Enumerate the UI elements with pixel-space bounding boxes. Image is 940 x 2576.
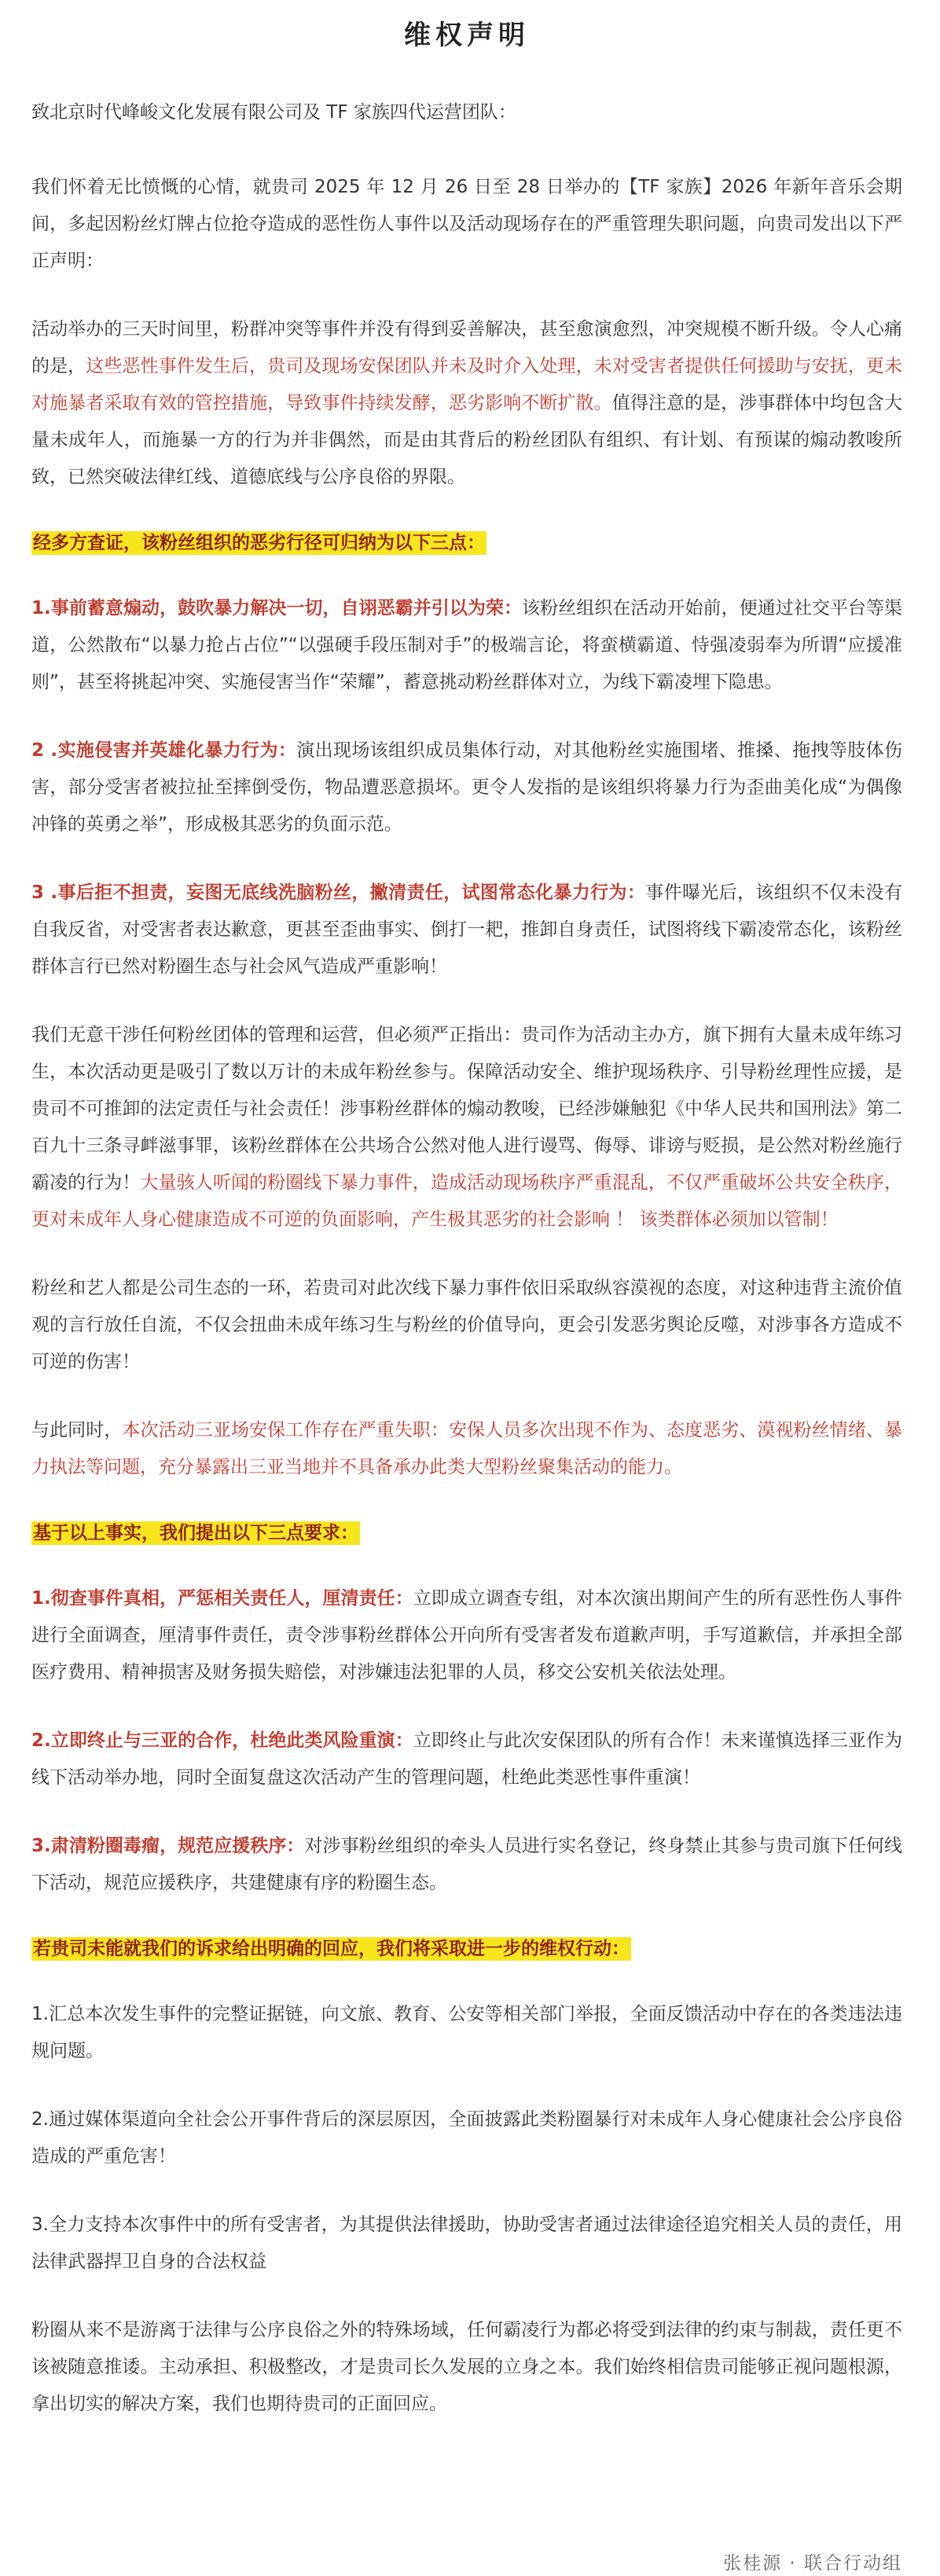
demand-text: 对涉事粉丝组织的牵头人员进行实名登记，终身禁止其参与贵司旗下任何线下活动，规范应援秩序，共建健康有序的粉圈生态。 bbox=[31, 1836, 903, 1893]
background-text: 活动举办的三天时间里，粉群冲突等事件并没有得到妥善解决，甚至愈演愈烈，冲突规模不断升级。令人心痛的是， bbox=[31, 319, 902, 376]
finding-label: 1.事前蓄意煽动，鼓吹暴力解决一切，自诩恶霸并引以为荣： bbox=[31, 598, 523, 618]
demands-heading-wrap bbox=[31, 1517, 902, 1549]
addressee-line: 致北京时代峰峻文化发展有限公司及 TF 家族四代运营团队： bbox=[31, 102, 516, 123]
document-title: 维权声明 bbox=[404, 20, 530, 51]
finding-item-1 bbox=[31, 590, 902, 701]
closing-paragraph: 粉圈从来不是游离于法律与公序良俗之外的特殊场域，任何霸凌行为都必将受到法律的约束与制裁，责任更不该被随意推诿。主动承担、积极整改，才是贵司长久发展的立身之本。我们始终相信贵司能够正视问题根源，拿出切实的解决方案，我们也期待贵司的正面回应。 bbox=[31, 2320, 902, 2414]
finding-item-2 bbox=[31, 732, 902, 843]
intro-paragraph: 我们怀着无比愤慨的心情，就贵司 2025 年 12 月 26 日至 28 日举办的【TF 家族】2026 年新年音乐会期间，多起因粉丝灯牌占位抢夺造成的恶性伤人事件以及活动现场存在的严重管理失职问题，向贵司发出以下严正声明： bbox=[31, 177, 902, 271]
security-text: 与此同时， bbox=[31, 1420, 123, 1440]
action-item-3: 3.全力支持本次事件中的所有受害者，为其提供法律援助，协助受害者通过法律途径追究相关人员的责任，用法律武器捍卫自身的合法权益 bbox=[31, 2215, 902, 2272]
ecosystem-paragraph: 粉丝和艺人都是公司生态的一环，若贵司对此次线下暴力事件依旧采取纵容漠视的态度，对这种违背主流价值观的言行放任自流，不仅会扭曲未成年练习生与粉丝的价值导向，更会引发恶劣舆论反噬，对涉事各方造成不可逆的伤害！ bbox=[31, 1278, 902, 1372]
demand-label: 1.彻查事件真相，严惩相关责任人，厘清责任： bbox=[31, 1588, 413, 1609]
finding-text: 演出现场该组织成员集体行动，对其他粉丝实施围堵、推搡、拖拽等肢体伤害，部分受害者被拉扯至摔倒受伤，物品遭恶意损坏。更令人发指的是该组织将暴力行为歪曲美化成“为偶像冲锋的英勇之举”，形成极其恶劣的负面示范。 bbox=[31, 740, 903, 835]
finding-text: 该粉丝组织在活动开始前，便通过社交平台等渠道，公然散布“以暴力抢占占位”“以强硬手段压制对手”的极端言论，将蛮横霸道、恃强凌弱奉为所谓“应援准则”，甚至将挑起冲突、实施侵害当作“荣耀”，蓄意挑动粉丝群体对立，为线下霸凌埋下隐患。 bbox=[31, 598, 903, 692]
background-text-end: 值得注意的是，涉事群体中均包含大量未成年人，而施暴一方的行为并非偶然，而是由其背后的粉丝团队有组织、有计划、有预谋的煽动教唆所致，已然突破法律红线、道德底线与公序良俗的界限。 bbox=[31, 393, 903, 487]
responsibility-paragraph bbox=[31, 1017, 902, 1238]
demand-item-2 bbox=[31, 1723, 902, 1796]
finding-label: 3 .事后拒不担责，妄图无底线洗脑粉丝，撇清责任，试图常态化暴力行为： bbox=[31, 883, 646, 903]
security-red-text: 本次活动三亚场安保工作存在严重失职：安保人员多次出现不作为、态度恶劣、漠视粉丝情绪、暴力执法等问题，充分暴露出三亚当地并不具备承办此类大型粉丝聚集活动的能力。 bbox=[31, 1420, 903, 1477]
actions-heading-wrap bbox=[31, 1933, 902, 1965]
finding-item-3 bbox=[31, 875, 902, 985]
action-item-2: 2.通过媒体渠道向全社会公开事件背后的深层原因，全面披露此类粉圈暴行对未成年人身心健康社会公序良俗造成的严重危害！ bbox=[31, 2109, 902, 2167]
demand-item-1 bbox=[31, 1580, 902, 1691]
demands-heading: 基于以上事实，我们提出以下三点要求： bbox=[33, 1523, 358, 1543]
actions-heading: 若贵司未能就我们的诉求给出明确的回应，我们将采取进一步的维权行动： bbox=[33, 1939, 630, 1959]
background-paragraph bbox=[31, 311, 902, 496]
action-item-1: 1.汇总本次发生事件的完整证据链，向文旅、教育、公安等相关部门举报，全面反馈活动中存在的各类违法违规问题。 bbox=[31, 2004, 902, 2061]
responsibility-red-text: 大量骇人听闻的粉圈线下暴力事件，造成活动现场秩序严重混乱，不仅严重破坏公共安全秩序，更对未成年人身心健康造成不可逆的负面影响，产生极其恶劣的社会影响 ！ 该类群体必须加以管制！ bbox=[31, 1172, 903, 1230]
demand-item-3 bbox=[31, 1828, 902, 1902]
demand-label: 3.肃清粉圈毒瘤，规范应援秩序： bbox=[31, 1836, 305, 1856]
findings-heading: 经多方查证，该粉丝组织的恶劣行径可归纳为以下三点： bbox=[33, 533, 485, 553]
demand-text: 立即终止与此次安保团队的所有合作！未来谨慎选择三亚作为线下活动举办地，同时全面复盘这次活动产生的管理问题，杜绝此类恶性事件重演！ bbox=[31, 1730, 902, 1788]
finding-text: 事件曝光后，该组织不仅未没有自我反省，对受害者表达歉意，更甚至歪曲事实、倒打一耙，推卸自身责任，试图将线下霸凌常态化，该粉丝群体言行已然对粉圈生态与社会风气造成严重影响！ bbox=[31, 883, 903, 977]
demand-label: 2.立即终止与三亚的合作，杜绝此类风险重演： bbox=[31, 1730, 413, 1751]
findings-heading-wrap bbox=[31, 527, 902, 559]
security-paragraph bbox=[31, 1412, 902, 1486]
signature-line: 张桂源 · 联合行动组 bbox=[723, 2553, 902, 2574]
finding-label: 2 .实施侵害并英雄化暴力行为： bbox=[31, 740, 297, 761]
responsibility-text: 我们无意干涉任何粉丝团体的管理和运营，但必须严正指出：贵司作为活动主办方，旗下拥有大量未成年练习生，本次活动更是吸引了数以万计的未成年粉丝参与。保障活动安全、维护现场秩序、引导粉丝理性应援，是贵司不可推卸的法定责任与社会责任！涉事粉丝群体的煽动教唆，已经涉嫌触犯《中华人民共和国刑法》第二百九十三条寻衅滋事罪，该粉丝群体在公共场合公然对他人进行谩骂、侮辱、诽谤与贬损，是公然对粉丝施行霸凌的行为！ bbox=[31, 1025, 902, 1193]
demand-text: 立即成立调查专组，对本次演出期间产生的所有恶性伤人事件进行全面调查，厘清事件责任，责令涉事粉丝群体公开向所有受害者发布道歉声明，手写道歉信，并承担全部医疗费用、精神损害及财务损失赔偿，对涉嫌违法犯罪的人员，移交公安机关依法处理。 bbox=[31, 1588, 902, 1682]
background-red-text: 这些恶性事件发生后，贵司及现场安保团队并未及时介入处理，未对受害者提供任何援助与安抚，更未对施暴者采取有效的管控措施，导致事件持续发酵，恶劣影响不断扩散。 bbox=[31, 356, 903, 413]
